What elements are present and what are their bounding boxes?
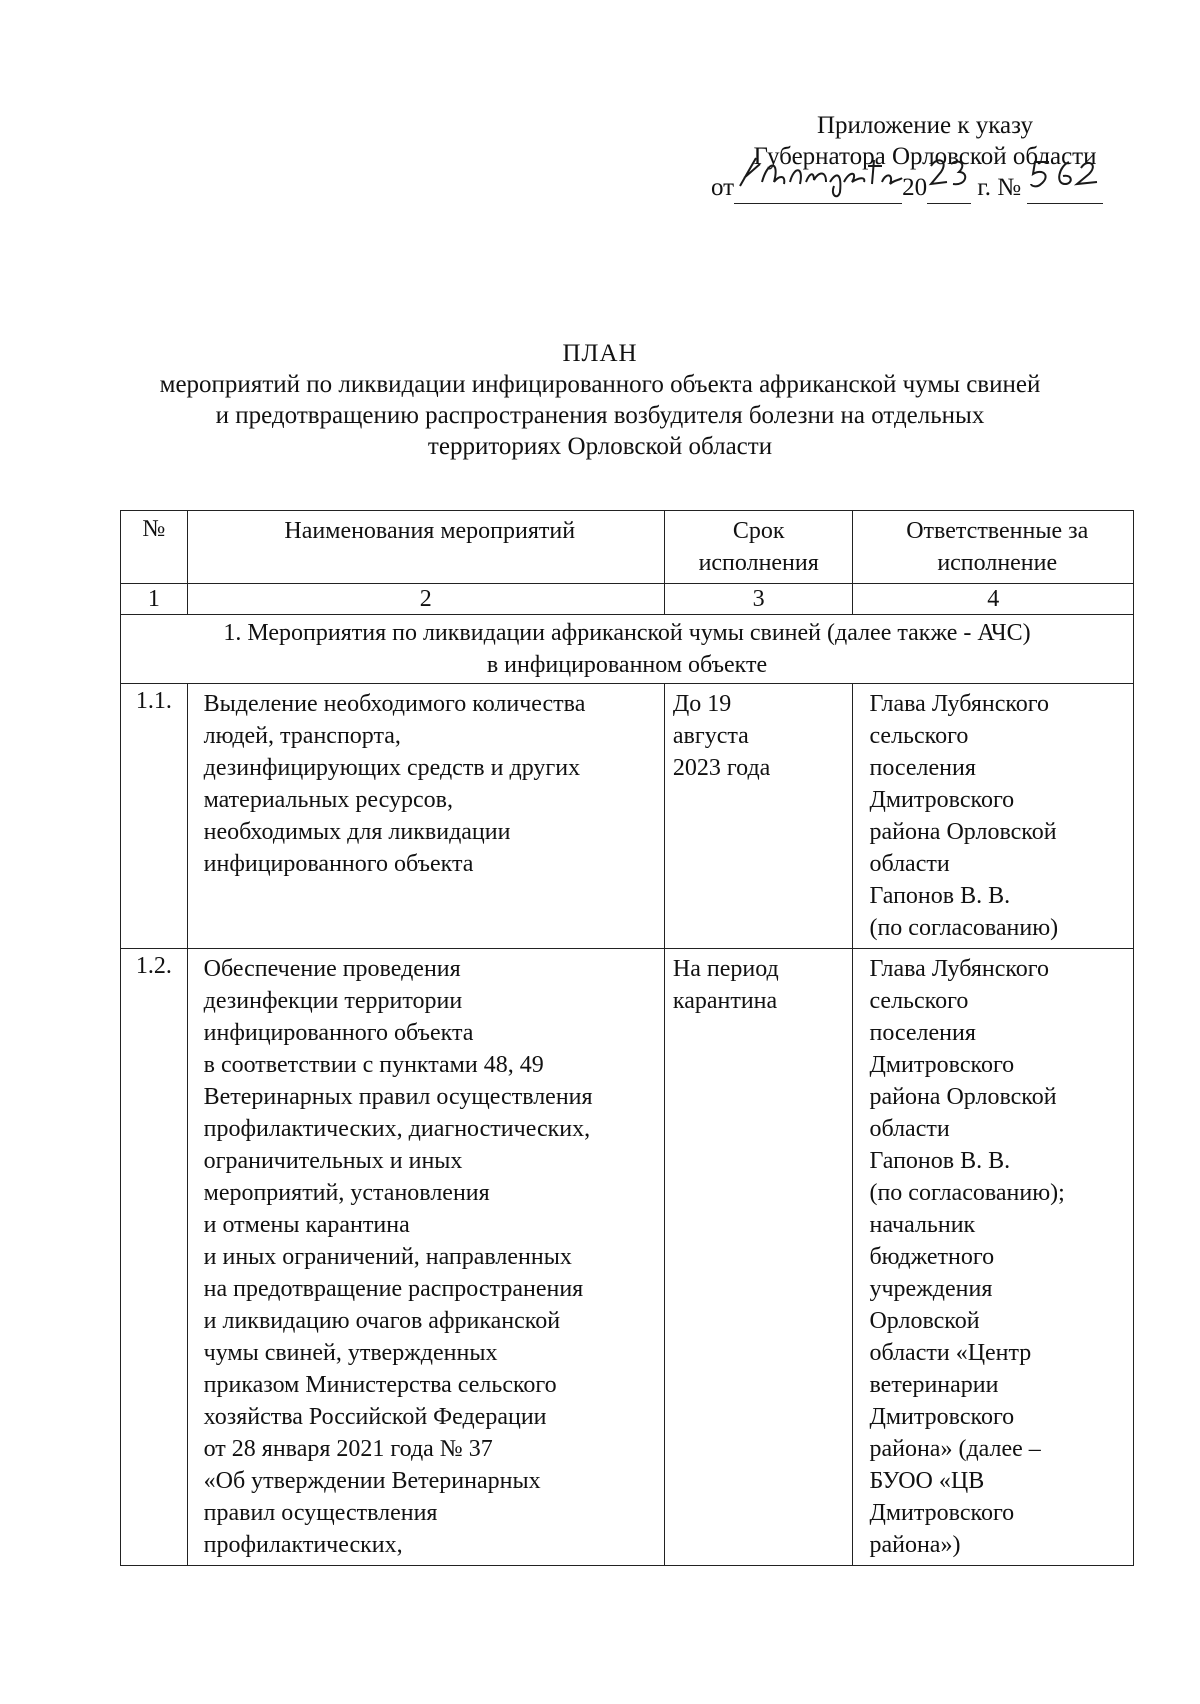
row-activity-name: Обеспечение проведения дезинфекции территории инфицированного объекта в соответствии с пунктами 48, 49 Ветеринарных правил осуществления профилактических, диагностических, ограничительных и иных мероприятий, установления и отмены карантина и иных ограничений, направленных на предотвращение распространения и ликвидацию очагов африканской чумы свиней, утвержденных приказом Министерства сельского хозяйства Российской Федерации от 28 января 2021 года № 37 «Об утверждении Ветеринарных правил осуществления профилактических, [187,949,664,1566]
appendix-line-2: Губернатора Орловской области [753,143,1097,170]
column-number-4: 4 [853,584,1134,615]
date-prefix: от [711,174,735,201]
row-activity-name: Выделение необходимого количества людей, транспорта, дезинфицирующих средств и других материальных ресурсов, необходимых для ликвидации инфицированного объекта [187,684,664,949]
section-title: 1. Мероприятия по ликвидации африканской чумы свиней (далее также - АЧС) в инфицированном объекте [121,615,1134,684]
appendix-block [705,110,1145,204]
year-prefix: 20 [902,174,928,201]
column-number-2: 2 [187,584,664,615]
document-title: ПЛАН [562,340,638,367]
plan-table [120,510,1134,1566]
handwritten-number [1027,172,1103,204]
table-row [121,949,1134,1566]
column-number-row [121,584,1134,615]
document-subtitle: мероприятий по ликвидации инфицированного объекта африканской чумы свиней и предотвращению распространения возбудителя болезни на отдельных территориях Орловской области [159,371,1041,460]
row-number: 1.1. [121,684,188,949]
handwritten-year-signature [927,156,971,196]
row-responsible: Глава Лубянского сельского поселения Дмитровского района Орловской области Гапонов В. В. (по согласованию); начальник бюджетного учреждения Орловской области «Центр ветеринарии Дмитровского района» (далее – БУОО «ЦВ Дмитровского района») [853,949,1134,1566]
header-responsible: Ответственные за исполнение [853,511,1134,584]
row-number: 1.2. [121,949,188,1566]
row-deadline: До 19 августа 2023 года [664,684,853,949]
appendix-date-line [705,172,1145,204]
handwritten-date [734,172,902,204]
header-activity-name: Наименования мероприятий [187,511,664,584]
number-prefix: г. № [977,174,1022,201]
row-deadline: На период карантина [664,949,853,1566]
handwritten-date-signature [734,156,902,200]
handwritten-year [927,172,971,204]
column-number-3: 3 [664,584,853,615]
section-row [121,615,1134,684]
table-row [121,684,1134,949]
appendix-line-1: Приложение к указу [816,112,1034,139]
document-title-block [80,338,1120,462]
header-deadline: Срок исполнения [664,511,853,584]
handwritten-number-signature [1027,156,1103,196]
column-number-1: 1 [121,584,188,615]
header-number: № [121,511,188,584]
row-responsible: Глава Лубянского сельского поселения Дмитровского района Орловской области Гапонов В. В. (по согласованию) [853,684,1134,949]
table-header-row [121,511,1134,584]
